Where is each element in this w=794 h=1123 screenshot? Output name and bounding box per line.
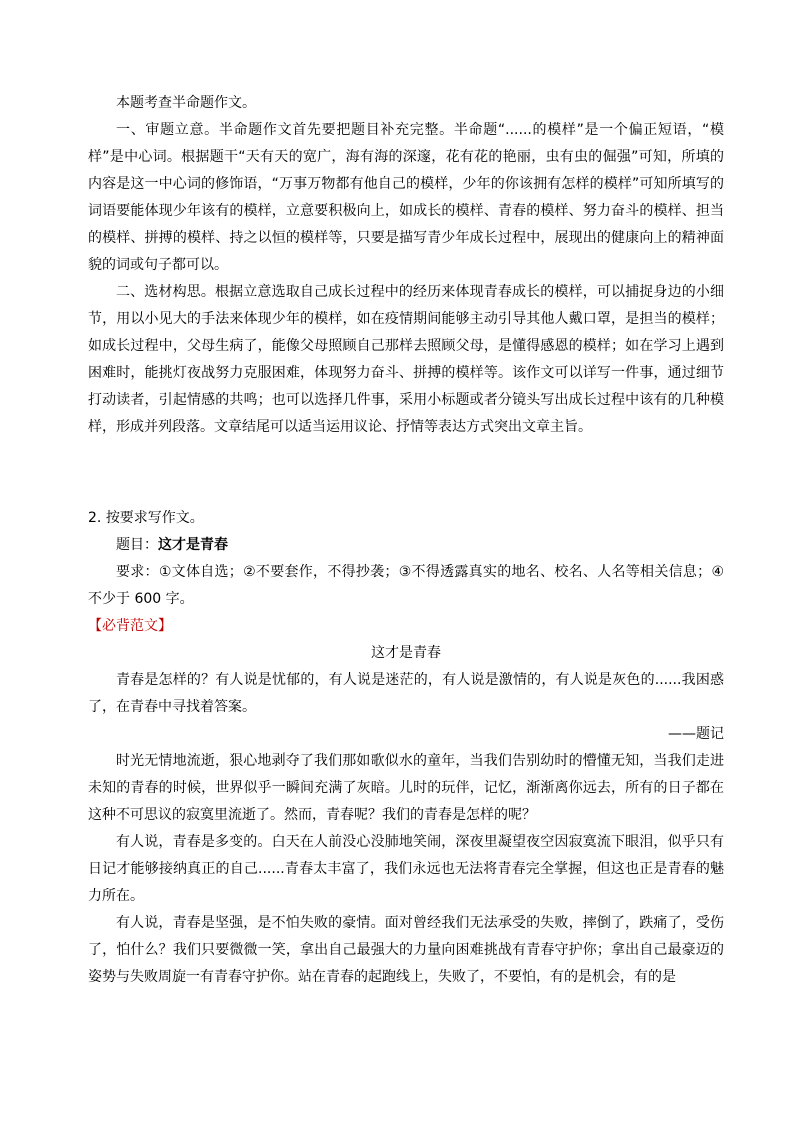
question-2-heading: [88, 505, 724, 532]
document-page: [88, 90, 724, 991]
essay-paragraph: 时光无情地流逝，狠心地剥夺了我们那如歌似水的童年，当我们告别幼时的懵懂无知，当我们走进未知的青春的时候，世界似乎一瞬间充满了灰暗。儿时的玩伴，记忆，渐渐离你远去，所有的日子都在这种不可思议的寂寞里流逝了。然而，青春呢？我们的青春是怎样的呢？: [88, 753, 724, 823]
title-label: 题目：: [116, 537, 158, 553]
question-instruction: 按要求写作文。: [105, 510, 204, 526]
model-essay-epigraph: 青春是怎样的？有人说是忧郁的，有人说是迷茫的，有人说是激情的，有人说是灰色的......我困惑了，在青春中寻找着答案。: [88, 672, 724, 715]
model-essay-epigraph-tag: ——题记: [668, 726, 724, 742]
analysis-paragraph-1: 一、审题立意。半命题作文首先要把题目补充完整。半命题“......的模样”是一个偏正短语，“模样”是中心词。根据题干“天有天的宽广，海有海的深邃，花有花的艳丽，虫有虫的倔强”可知，所填的内容是这一中心词的修饰语，“万事万物都有他自己的模样，少年的你该拥有怎样的模样”可知所填写的词语要能体现少年该有的模样，立意要积极向上，如成长的模样、青春的模样、努力奋斗的模样、担当的模样、拼搏的模样、持之以恒的模样等，只要是描写青少年成长过程中，展现出的健康向上的精神面貌的词或句子都可以。: [88, 122, 724, 273]
section-gap: [88, 441, 724, 505]
title-text: 这才是青春: [158, 537, 228, 553]
essay-paragraph: 有人说，青春是坚强，是不怕失败的豪情。面对曾经我们无法承受的失败，摔倒了，跌痛了，受伤了，怕什么？我们只要微微一笑，拿出自己最强大的力量向困难挑战有青春守护你；拿出自己最豪迈的姿势与失败周旋一有青春守护你。站在青春的起跑线上，失败了，不要怕，有的是机会，有的是: [88, 915, 724, 985]
essay-paragraph: 有人说，青春是多变的。白天在人前没心没肺地笑闹，深夜里凝望夜空因寂寞流下眼泪，似乎只有日记才能够接纳真正的自己......青春太丰富了，我们永远也无法将青春完全掌握，但这也正是青春的魅力所在。: [88, 834, 724, 904]
analysis-paragraph-2: 二、选材构思。根据立意选取自己成长过程中的经历来体现青春成长的模样，可以捕捉身边的小细节，用以小见大的手法来体现少年的模样，如在疫情期间能够主动引导其他人戴口罩，是担当的模样；如成长过程中，父母生病了，能像父母照顾自己那样去照顾父母，是懂得感恩的模样；如在学习上遇到困难时，能挑灯夜战努力克服困难，体现努力奋斗、拼搏的模样等。该作文可以详写一件事，通过细节打动读者，引起情感的共鸣；也可以选择几件事，采用小标题或者分镜头写出成长过程中该有的几种模样，形成并列段落。文章结尾可以适当运用议论、抒情等表达方式突出文章主旨。: [88, 284, 724, 435]
model-essay-label: 【必背范文】: [88, 618, 172, 634]
question-2-title: [88, 532, 724, 559]
question-2-requirements: 要求：①文体自选；②不要套作，不得抄袭；③不得透露真实的地名、校名、人名等相关信息；④不少于 600 字。: [88, 564, 724, 607]
analysis-intro: 本题考查半命题作文。: [116, 95, 256, 111]
model-essay-title: 这才是青春: [371, 645, 441, 661]
question-number: 2.: [88, 510, 102, 526]
